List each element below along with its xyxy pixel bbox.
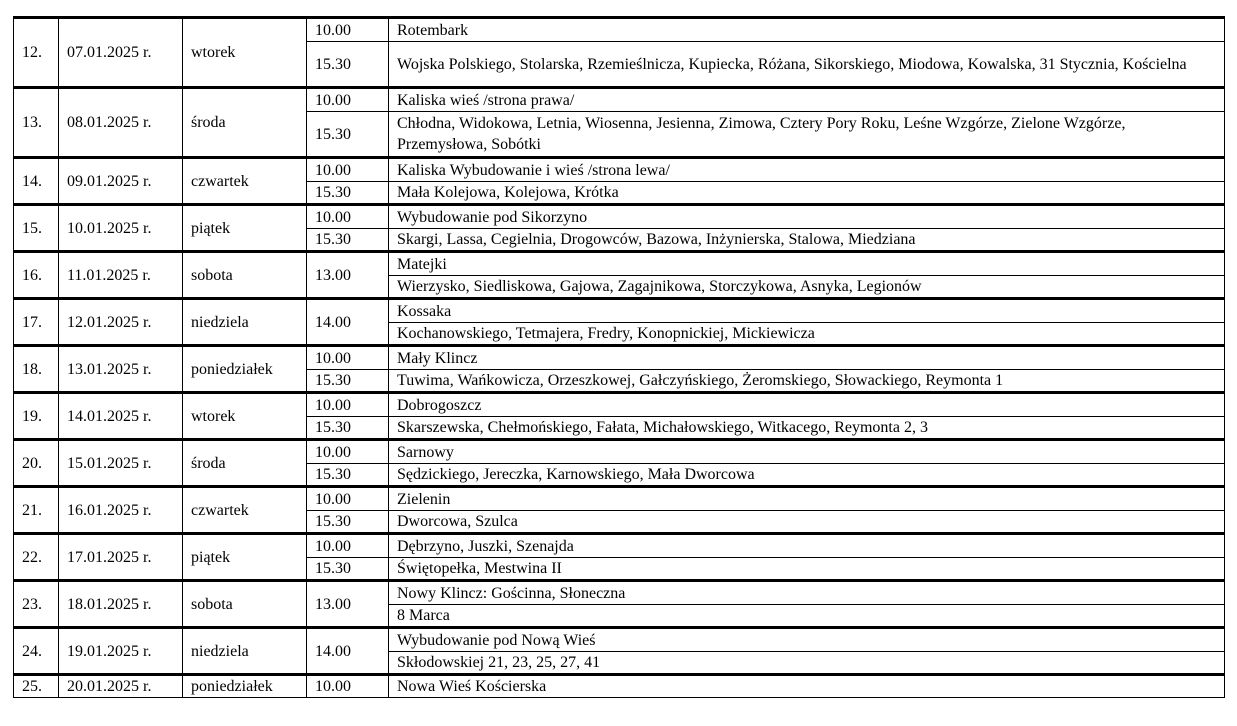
slot-time: 10.00 — [307, 18, 389, 42]
table-row — [14, 675, 1225, 698]
table-row — [14, 252, 1225, 276]
row-number: 22. — [14, 534, 59, 581]
table-row — [14, 628, 1225, 652]
slot-time: 15.30 — [307, 112, 389, 158]
row-date: 10.01.2025 r. — [59, 205, 183, 252]
row-weekday: czwartek — [183, 487, 307, 534]
row-number: 16. — [14, 252, 59, 299]
row-date: 18.01.2025 r. — [59, 581, 183, 628]
row-date: 13.01.2025 r. — [59, 346, 183, 393]
row-date: 14.01.2025 r. — [59, 393, 183, 440]
slot-streets: Dobrogoszcz — [389, 393, 1225, 417]
slot-time: 15.30 — [307, 370, 389, 393]
row-number: 21. — [14, 487, 59, 534]
slot-time: 15.30 — [307, 42, 389, 88]
slot-streets: Kochanowskiego, Tetmajera, Fredry, Konopnickiej, Mickiewicza — [389, 323, 1225, 346]
table-row — [14, 440, 1225, 464]
row-weekday: piątek — [183, 534, 307, 581]
row-number: 12. — [14, 18, 59, 88]
row-weekday: sobota — [183, 581, 307, 628]
slot-streets: Matejki — [389, 252, 1225, 276]
row-number: 20. — [14, 440, 59, 487]
slot-time: 10.00 — [307, 158, 389, 182]
slot-streets: Sarnowy — [389, 440, 1225, 464]
slot-time: 15.30 — [307, 464, 389, 487]
row-weekday: poniedziałek — [183, 675, 307, 698]
table-row — [14, 346, 1225, 370]
slot-streets: Mała Kolejowa, Kolejowa, Krótka — [389, 182, 1225, 205]
table-row — [14, 205, 1225, 229]
row-time: 13.00 — [307, 252, 389, 299]
slot-streets: Chłodna, Widokowa, Letnia, Wiosenna, Jesienna, Zimowa, Cztery Pory Roku, Leśne Wzgórze, Zielone Wzgórze, Przemysłowa, Sobótki — [389, 112, 1225, 158]
row-weekday: czwartek — [183, 158, 307, 205]
row-date: 15.01.2025 r. — [59, 440, 183, 487]
row-weekday: niedziela — [183, 628, 307, 675]
slot-streets: Kaliska wieś /strona prawa/ — [389, 88, 1225, 112]
table-row — [14, 299, 1225, 323]
row-weekday: środa — [183, 88, 307, 158]
slot-streets: Zielenin — [389, 487, 1225, 511]
row-time: 10.00 — [307, 675, 389, 698]
row-weekday: środa — [183, 440, 307, 487]
row-date: 17.01.2025 r. — [59, 534, 183, 581]
row-date: 07.01.2025 r. — [59, 18, 183, 88]
row-date: 16.01.2025 r. — [59, 487, 183, 534]
schedule-document — [13, 16, 1226, 698]
row-time: 14.00 — [307, 628, 389, 675]
slot-streets: Wojska Polskiego, Stolarska, Rzemieślnicza, Kupiecka, Różana, Sikorskiego, Miodowa, Kowalska, 31 Stycznia, Kościelna — [389, 42, 1225, 88]
slot-streets: Dębrzyno, Juszki, Szenajda — [389, 534, 1225, 558]
slot-streets: Wybudowanie pod Nową Wieś — [389, 628, 1225, 652]
table-row — [14, 393, 1225, 417]
row-number: 15. — [14, 205, 59, 252]
row-weekday: poniedziałek — [183, 346, 307, 393]
slot-streets: Kaliska Wybudowanie i wieś /strona lewa/ — [389, 158, 1225, 182]
slot-streets: Nowy Klincz: Gościnna, Słoneczna — [389, 581, 1225, 605]
slot-streets: Mały Klincz — [389, 346, 1225, 370]
slot-time: 15.30 — [307, 558, 389, 581]
slot-time: 15.30 — [307, 182, 389, 205]
slot-time: 15.30 — [307, 417, 389, 440]
row-number: 19. — [14, 393, 59, 440]
slot-streets: Skłodowskiej 21, 23, 25, 27, 41 — [389, 652, 1225, 675]
row-date: 19.01.2025 r. — [59, 628, 183, 675]
table-row — [14, 158, 1225, 182]
slot-streets: Wybudowanie pod Sikorzyno — [389, 205, 1225, 229]
slot-time: 10.00 — [307, 346, 389, 370]
slot-time: 10.00 — [307, 393, 389, 417]
table-row — [14, 88, 1225, 112]
row-time: 13.00 — [307, 581, 389, 628]
slot-time: 10.00 — [307, 205, 389, 229]
table-row — [14, 581, 1225, 605]
row-date: 09.01.2025 r. — [59, 158, 183, 205]
row-weekday: piątek — [183, 205, 307, 252]
slot-streets: Wierzysko, Siedliskowa, Gajowa, Zagajnikowa, Storczykowa, Asnyka, Legionów — [389, 276, 1225, 299]
table-row — [14, 534, 1225, 558]
slot-streets: Skargi, Lassa, Cegielnia, Drogowców, Bazowa, Inżynierska, Stalowa, Miedziana — [389, 229, 1225, 252]
slot-streets: Skarszewska, Chełmońskiego, Fałata, Michałowskiego, Witkacego, Reymonta 2, 3 — [389, 417, 1225, 440]
row-weekday: niedziela — [183, 299, 307, 346]
slot-time: 10.00 — [307, 440, 389, 464]
table-row — [14, 487, 1225, 511]
slot-time: 10.00 — [307, 534, 389, 558]
slot-streets: 8 Marca — [389, 605, 1225, 628]
slot-time: 15.30 — [307, 511, 389, 534]
slot-streets: Kossaka — [389, 299, 1225, 323]
row-weekday: wtorek — [183, 393, 307, 440]
row-number: 24. — [14, 628, 59, 675]
slot-streets: Rotembark — [389, 18, 1225, 42]
row-weekday: sobota — [183, 252, 307, 299]
table-row — [14, 18, 1225, 42]
row-number: 13. — [14, 88, 59, 158]
slot-streets: Sędzickiego, Jereczka, Karnowskiego, Mała Dworcowa — [389, 464, 1225, 487]
slot-time: 10.00 — [307, 487, 389, 511]
slot-time: 15.30 — [307, 229, 389, 252]
collection-schedule-table — [13, 16, 1225, 698]
row-date: 12.01.2025 r. — [59, 299, 183, 346]
slot-streets: Tuwima, Wańkowicza, Orzeszkowej, Gałczyńskiego, Żeromskiego, Słowackiego, Reymonta 1 — [389, 370, 1225, 393]
slot-streets: Świętopełka, Mestwina II — [389, 558, 1225, 581]
slot-streets: Dworcowa, Szulca — [389, 511, 1225, 534]
row-time: 14.00 — [307, 299, 389, 346]
row-date: 20.01.2025 r. — [59, 675, 183, 698]
row-weekday: wtorek — [183, 18, 307, 88]
row-number: 23. — [14, 581, 59, 628]
slot-streets: Nowa Wieś Kościerska — [389, 675, 1225, 698]
row-date: 08.01.2025 r. — [59, 88, 183, 158]
row-number: 14. — [14, 158, 59, 205]
row-number: 17. — [14, 299, 59, 346]
row-date: 11.01.2025 r. — [59, 252, 183, 299]
row-number: 25. — [14, 675, 59, 698]
slot-time: 10.00 — [307, 88, 389, 112]
row-number: 18. — [14, 346, 59, 393]
